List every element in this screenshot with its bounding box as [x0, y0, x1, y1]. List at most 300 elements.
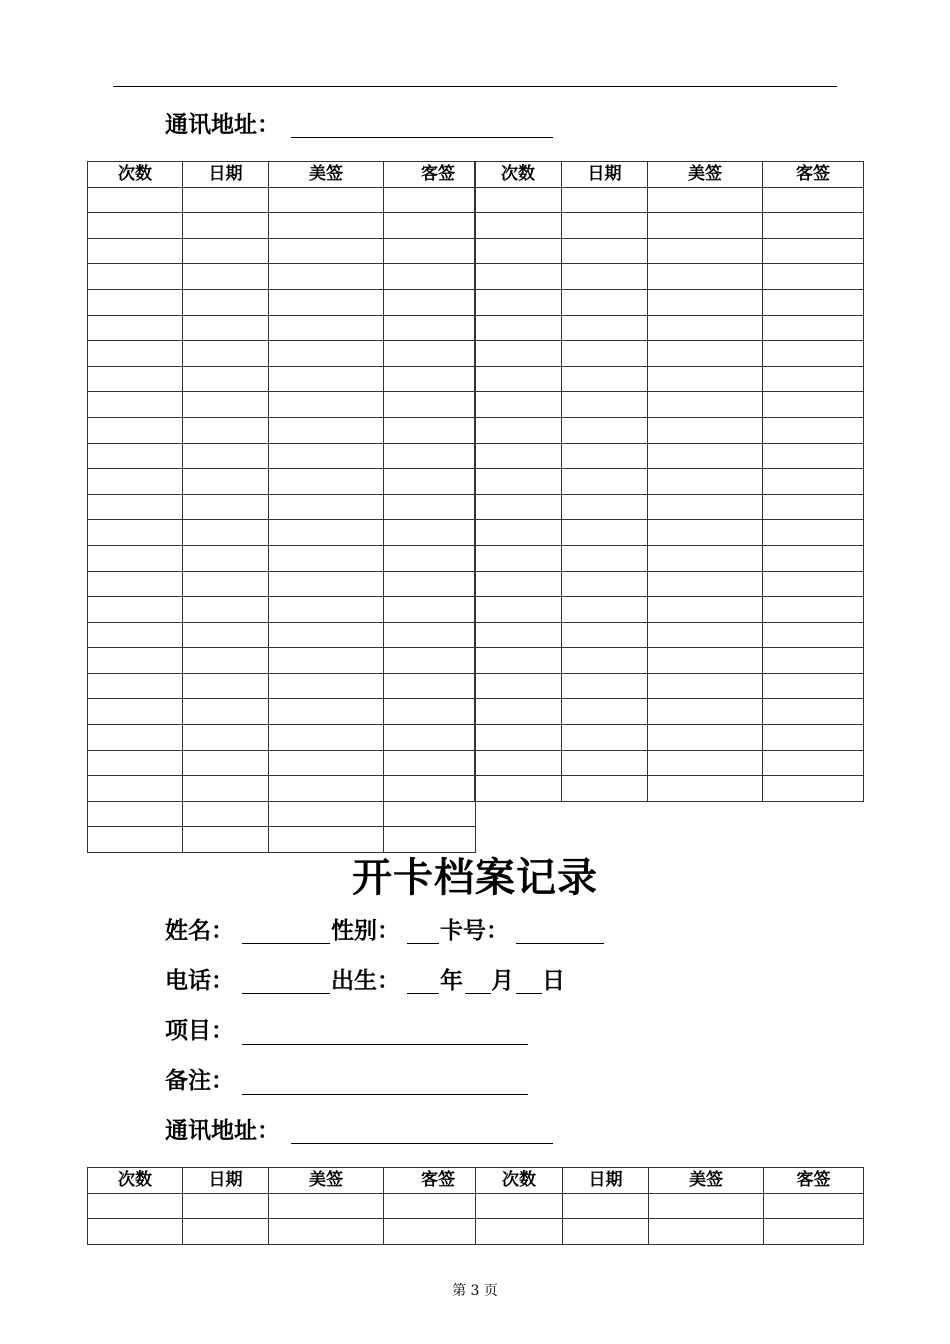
- table-cell[interactable]: [384, 597, 476, 623]
- table-cell[interactable]: [475, 187, 562, 213]
- gender-label: 性别：: [331, 917, 400, 944]
- table-cell[interactable]: [563, 1219, 649, 1245]
- table-cell[interactable]: [269, 725, 384, 751]
- table-cell[interactable]: [384, 366, 476, 392]
- note-field[interactable]: [242, 1094, 528, 1095]
- gender-field[interactable]: [407, 943, 439, 944]
- table-row: [88, 827, 476, 853]
- table-cell[interactable]: [648, 341, 763, 367]
- table-row: [475, 392, 864, 418]
- table-cell[interactable]: [384, 392, 476, 418]
- table-cell[interactable]: [88, 801, 183, 827]
- table-cell[interactable]: [648, 545, 763, 571]
- table-cell[interactable]: [763, 520, 864, 546]
- name-label: 姓名：: [165, 917, 234, 944]
- table-header-row: [88, 162, 476, 188]
- table-cell[interactable]: [183, 494, 269, 520]
- table-cell[interactable]: [269, 264, 384, 290]
- table-cell[interactable]: [269, 187, 384, 213]
- table-row: [475, 622, 864, 648]
- table-cell[interactable]: [648, 213, 763, 239]
- table-row: [475, 520, 864, 546]
- table-cell[interactable]: [88, 494, 183, 520]
- address-field[interactable]: [291, 1143, 553, 1144]
- table-cell[interactable]: [384, 545, 476, 571]
- table-cell[interactable]: [562, 417, 648, 443]
- table-row: [475, 750, 864, 776]
- table-cell[interactable]: [269, 417, 384, 443]
- table-cell[interactable]: [649, 1193, 764, 1219]
- table-cell[interactable]: [88, 341, 183, 367]
- table-cell[interactable]: [384, 1219, 476, 1245]
- table-cell[interactable]: [563, 1193, 649, 1219]
- table-row: [88, 725, 476, 751]
- table-cell[interactable]: [269, 443, 384, 469]
- table-cell[interactable]: [648, 366, 763, 392]
- table-cell[interactable]: [476, 1193, 563, 1219]
- table-row: [88, 417, 476, 443]
- table-cell[interactable]: [183, 315, 269, 341]
- record-table-top-right: [474, 161, 864, 802]
- table-cell[interactable]: [475, 392, 562, 418]
- table-row: [88, 494, 476, 520]
- table-cell[interactable]: [384, 187, 476, 213]
- table-cell[interactable]: [183, 341, 269, 367]
- table-cell[interactable]: [183, 264, 269, 290]
- table-row: [475, 289, 864, 315]
- table-cell[interactable]: [562, 597, 648, 623]
- table-cell[interactable]: [763, 699, 864, 725]
- table-cell[interactable]: [88, 366, 183, 392]
- header-staff-signature: 美签: [269, 162, 384, 188]
- table-cell[interactable]: [88, 392, 183, 418]
- table-cell[interactable]: [88, 520, 183, 546]
- birth-label: 出生：: [331, 967, 400, 994]
- table-cell[interactable]: [88, 417, 183, 443]
- table-cell[interactable]: [648, 417, 763, 443]
- table-cell[interactable]: [763, 776, 864, 802]
- phone-label: 电话：: [165, 967, 234, 994]
- table-cell[interactable]: [562, 750, 648, 776]
- table-cell[interactable]: [269, 366, 384, 392]
- table-cell[interactable]: [384, 725, 476, 751]
- table-cell[interactable]: [88, 545, 183, 571]
- table-cell[interactable]: [562, 213, 648, 239]
- table-cell[interactable]: [269, 392, 384, 418]
- table-cell[interactable]: [763, 315, 864, 341]
- table-cell[interactable]: [183, 520, 269, 546]
- table-row: [475, 315, 864, 341]
- table-row: [88, 264, 476, 290]
- table-cell[interactable]: [648, 699, 763, 725]
- table-row: [88, 289, 476, 315]
- table-cell[interactable]: [269, 1193, 384, 1219]
- table-row: [88, 1193, 864, 1219]
- table-cell[interactable]: [88, 187, 183, 213]
- birth-day-field[interactable]: [516, 993, 542, 994]
- table-cell[interactable]: [562, 238, 648, 264]
- table-cell[interactable]: [475, 673, 562, 699]
- table-cell[interactable]: [88, 648, 183, 674]
- table-row: [88, 520, 476, 546]
- table-row: [475, 341, 864, 367]
- table-cell[interactable]: [562, 673, 648, 699]
- table-row: [475, 187, 864, 213]
- table-cell[interactable]: [763, 469, 864, 495]
- table-cell[interactable]: [269, 648, 384, 674]
- table-cell[interactable]: [88, 289, 183, 315]
- table-cell[interactable]: [562, 622, 648, 648]
- table-cell[interactable]: [269, 238, 384, 264]
- table-cell[interactable]: [269, 597, 384, 623]
- table-cell[interactable]: [475, 571, 562, 597]
- table-cell[interactable]: [269, 673, 384, 699]
- table-cell[interactable]: [269, 341, 384, 367]
- table-cell[interactable]: [384, 289, 476, 315]
- table-cell[interactable]: [183, 1219, 269, 1245]
- table-cell[interactable]: [648, 469, 763, 495]
- table-cell[interactable]: [269, 315, 384, 341]
- header-count: 次数: [476, 1168, 563, 1194]
- table-cell[interactable]: [562, 366, 648, 392]
- table-cell[interactable]: [88, 1219, 183, 1245]
- table-row: [475, 673, 864, 699]
- table-cell[interactable]: [269, 520, 384, 546]
- table-cell[interactable]: [384, 264, 476, 290]
- table-cell[interactable]: [475, 520, 562, 546]
- table-row: [475, 238, 864, 264]
- table-row: [475, 725, 864, 751]
- table-row: [88, 315, 476, 341]
- table-cell[interactable]: [88, 469, 183, 495]
- table-cell[interactable]: [183, 392, 269, 418]
- table-cell[interactable]: [384, 1193, 476, 1219]
- table-cell[interactable]: [562, 264, 648, 290]
- table-row: [475, 571, 864, 597]
- table-cell[interactable]: [648, 750, 763, 776]
- table-cell[interactable]: [384, 443, 476, 469]
- table-cell[interactable]: [384, 494, 476, 520]
- table-row: [88, 213, 476, 239]
- table-cell[interactable]: [648, 238, 763, 264]
- table-cell[interactable]: [763, 238, 864, 264]
- table-cell[interactable]: [183, 725, 269, 751]
- table-cell[interactable]: [648, 264, 763, 290]
- card-number-field[interactable]: [516, 943, 604, 944]
- table-cell[interactable]: [384, 520, 476, 546]
- table-cell[interactable]: [562, 725, 648, 751]
- table-cell[interactable]: [562, 520, 648, 546]
- table-row: [88, 238, 476, 264]
- table-row: [88, 341, 476, 367]
- table-cell[interactable]: [475, 315, 562, 341]
- table-cell[interactable]: [183, 571, 269, 597]
- header-client-signature: 客签: [384, 1168, 476, 1194]
- phone-field[interactable]: [242, 993, 330, 994]
- table-cell[interactable]: [269, 776, 384, 802]
- table-row: [88, 571, 476, 597]
- table-cell[interactable]: [183, 213, 269, 239]
- month-label: 月: [491, 967, 514, 994]
- table-cell[interactable]: [763, 366, 864, 392]
- table-cell[interactable]: [183, 1193, 269, 1219]
- table-cell[interactable]: [269, 1219, 384, 1245]
- table-cell[interactable]: [183, 699, 269, 725]
- table-row: [88, 750, 476, 776]
- table-cell[interactable]: [763, 213, 864, 239]
- table-cell[interactable]: [562, 289, 648, 315]
- table-cell[interactable]: [384, 827, 476, 853]
- table-cell[interactable]: [562, 699, 648, 725]
- table-cell[interactable]: [475, 469, 562, 495]
- table-cell[interactable]: [648, 443, 763, 469]
- table-cell[interactable]: [475, 289, 562, 315]
- table-cell[interactable]: [88, 597, 183, 623]
- header-date: 日期: [183, 1168, 269, 1194]
- table-cell[interactable]: [475, 750, 562, 776]
- header-client-signature: 客签: [763, 162, 864, 188]
- header-date: 日期: [562, 162, 648, 188]
- table-cell[interactable]: [183, 776, 269, 802]
- table-cell[interactable]: [269, 622, 384, 648]
- header-date: 日期: [183, 162, 269, 188]
- table-cell[interactable]: [269, 213, 384, 239]
- table-cell[interactable]: [648, 520, 763, 546]
- table-cell[interactable]: [648, 648, 763, 674]
- table-cell[interactable]: [763, 725, 864, 751]
- table-cell[interactable]: [269, 827, 384, 853]
- record-table-bottom: [87, 1167, 864, 1245]
- table-cell[interactable]: [384, 571, 476, 597]
- table-cell[interactable]: [183, 469, 269, 495]
- table-cell[interactable]: [763, 648, 864, 674]
- table-cell[interactable]: [384, 801, 476, 827]
- table-row: [88, 366, 476, 392]
- table-cell[interactable]: [88, 776, 183, 802]
- table-row: [88, 648, 476, 674]
- table-row: [475, 597, 864, 623]
- table-cell[interactable]: [269, 545, 384, 571]
- table-cell[interactable]: [562, 341, 648, 367]
- table-cell[interactable]: [88, 622, 183, 648]
- table-cell[interactable]: [183, 801, 269, 827]
- table-cell[interactable]: [88, 750, 183, 776]
- name-field[interactable]: [242, 943, 330, 944]
- table-cell[interactable]: [183, 622, 269, 648]
- table-cell[interactable]: [269, 699, 384, 725]
- table-row: [88, 443, 476, 469]
- table-cell[interactable]: [475, 597, 562, 623]
- table-cell[interactable]: [562, 392, 648, 418]
- table-cell[interactable]: [763, 622, 864, 648]
- table-cell[interactable]: [763, 597, 864, 623]
- header-count: 次数: [88, 162, 183, 188]
- address-field-top[interactable]: [291, 137, 553, 138]
- table-cell[interactable]: [384, 238, 476, 264]
- table-cell[interactable]: [183, 443, 269, 469]
- table-cell[interactable]: [475, 443, 562, 469]
- table-cell[interactable]: [384, 213, 476, 239]
- table-cell[interactable]: [763, 673, 864, 699]
- table-cell[interactable]: [183, 366, 269, 392]
- table-row: [475, 443, 864, 469]
- table-cell[interactable]: [384, 469, 476, 495]
- table-cell[interactable]: [384, 648, 476, 674]
- table-row: [475, 417, 864, 443]
- table-cell[interactable]: [475, 213, 562, 239]
- table-cell[interactable]: [649, 1219, 764, 1245]
- table-cell[interactable]: [384, 622, 476, 648]
- table-cell[interactable]: [88, 213, 183, 239]
- table-row: [88, 622, 476, 648]
- table-cell[interactable]: [88, 827, 183, 853]
- table-row: [88, 776, 476, 802]
- table-row: [475, 213, 864, 239]
- table-cell[interactable]: [562, 469, 648, 495]
- page-title: 开卡档案记录: [352, 854, 598, 901]
- table-cell[interactable]: [562, 571, 648, 597]
- table-cell[interactable]: [648, 725, 763, 751]
- table-cell[interactable]: [183, 545, 269, 571]
- table-row: [88, 801, 476, 827]
- table-cell[interactable]: [763, 443, 864, 469]
- table-cell[interactable]: [562, 315, 648, 341]
- table-cell[interactable]: [475, 776, 562, 802]
- table-cell[interactable]: [183, 187, 269, 213]
- table-cell[interactable]: [562, 494, 648, 520]
- table-cell[interactable]: [763, 341, 864, 367]
- table-cell[interactable]: [88, 725, 183, 751]
- table-cell[interactable]: [475, 238, 562, 264]
- table-cell[interactable]: [763, 571, 864, 597]
- table-cell[interactable]: [648, 494, 763, 520]
- table-cell[interactable]: [183, 673, 269, 699]
- table-cell[interactable]: [763, 392, 864, 418]
- table-cell[interactable]: [648, 622, 763, 648]
- table-cell[interactable]: [183, 648, 269, 674]
- table-cell[interactable]: [763, 545, 864, 571]
- day-label: 日: [542, 967, 565, 994]
- table-cell[interactable]: [648, 776, 763, 802]
- table-header-row: [88, 1168, 864, 1194]
- table-cell[interactable]: [384, 315, 476, 341]
- table-cell[interactable]: [475, 264, 562, 290]
- table-cell[interactable]: [475, 366, 562, 392]
- table-cell[interactable]: [183, 417, 269, 443]
- table-row: [475, 699, 864, 725]
- birth-month-field[interactable]: [465, 993, 491, 994]
- table-header-row: [475, 162, 864, 188]
- table-cell[interactable]: [648, 597, 763, 623]
- table-cell[interactable]: [475, 494, 562, 520]
- table-cell[interactable]: [648, 289, 763, 315]
- table-cell[interactable]: [648, 315, 763, 341]
- table-cell[interactable]: [384, 673, 476, 699]
- table-cell[interactable]: [475, 341, 562, 367]
- table-cell[interactable]: [764, 1193, 864, 1219]
- table-cell[interactable]: [183, 827, 269, 853]
- table-cell[interactable]: [269, 289, 384, 315]
- note-label: 备注：: [165, 1067, 234, 1094]
- table-cell[interactable]: [475, 622, 562, 648]
- card-number-label: 卡号：: [440, 917, 509, 944]
- item-field[interactable]: [242, 1044, 528, 1045]
- table-row: [475, 366, 864, 392]
- header-count: 次数: [475, 162, 562, 188]
- table-row: [88, 699, 476, 725]
- table-cell[interactable]: [763, 750, 864, 776]
- table-row: [88, 187, 476, 213]
- table-cell[interactable]: [269, 571, 384, 597]
- table-cell[interactable]: [562, 545, 648, 571]
- table-cell[interactable]: [562, 776, 648, 802]
- table-cell[interactable]: [269, 469, 384, 495]
- table-cell[interactable]: [88, 1193, 183, 1219]
- table-cell[interactable]: [764, 1219, 864, 1245]
- table-cell[interactable]: [183, 750, 269, 776]
- table-cell[interactable]: [562, 443, 648, 469]
- table-row: [475, 264, 864, 290]
- table-cell[interactable]: [763, 417, 864, 443]
- table-cell[interactable]: [183, 597, 269, 623]
- year-label: 年: [440, 967, 463, 994]
- table-cell[interactable]: [763, 187, 864, 213]
- table-cell[interactable]: [183, 289, 269, 315]
- table-cell[interactable]: [648, 571, 763, 597]
- table-cell[interactable]: [562, 187, 648, 213]
- table-cell[interactable]: [648, 187, 763, 213]
- table-cell[interactable]: [88, 238, 183, 264]
- table-row: [475, 776, 864, 802]
- table-cell[interactable]: [475, 417, 562, 443]
- table-cell[interactable]: [183, 238, 269, 264]
- table-cell[interactable]: [269, 494, 384, 520]
- table-cell[interactable]: [384, 750, 476, 776]
- birth-year-field[interactable]: [407, 993, 439, 994]
- table-cell[interactable]: [475, 648, 562, 674]
- top-divider-line: [113, 86, 837, 87]
- table-cell[interactable]: [269, 801, 384, 827]
- table-cell[interactable]: [384, 699, 476, 725]
- item-label: 项目：: [165, 1017, 234, 1044]
- table-cell[interactable]: [384, 776, 476, 802]
- table-cell[interactable]: [476, 1219, 563, 1245]
- table-cell[interactable]: [648, 673, 763, 699]
- table-cell[interactable]: [88, 315, 183, 341]
- table-cell[interactable]: [88, 264, 183, 290]
- table-cell[interactable]: [269, 750, 384, 776]
- table-cell[interactable]: [88, 699, 183, 725]
- table-cell[interactable]: [384, 341, 476, 367]
- table-cell[interactable]: [475, 699, 562, 725]
- table-cell[interactable]: [763, 289, 864, 315]
- table-cell[interactable]: [475, 725, 562, 751]
- address-label-top: 通讯地址：: [165, 111, 280, 138]
- table-cell[interactable]: [562, 648, 648, 674]
- record-table-top-left: [87, 161, 476, 853]
- table-cell[interactable]: [384, 417, 476, 443]
- table-cell[interactable]: [88, 571, 183, 597]
- table-cell[interactable]: [88, 443, 183, 469]
- table-cell[interactable]: [763, 494, 864, 520]
- table-cell[interactable]: [648, 392, 763, 418]
- table-cell[interactable]: [88, 673, 183, 699]
- table-row: [88, 545, 476, 571]
- page-number: 第 3 页: [452, 1283, 498, 1299]
- table-cell[interactable]: [763, 264, 864, 290]
- table-cell[interactable]: [475, 545, 562, 571]
- table-row: [88, 597, 476, 623]
